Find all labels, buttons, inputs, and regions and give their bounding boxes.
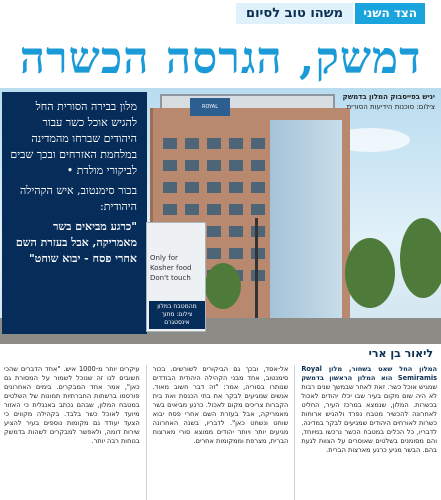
headline: דמשק, הגרסה הכשרה bbox=[19, 33, 422, 84]
window bbox=[251, 182, 265, 193]
window bbox=[163, 160, 177, 171]
street-lamp bbox=[255, 218, 258, 318]
pull-quote-text: "כרגע מביאים בשר מאמריקה, אבל בעזרת השם אחרי פסח - יבוא שוחט" bbox=[15, 220, 137, 265]
article-text: שמגיש אוכל כשר. זאת לאחר שבמשך שנים רבות לא היה שום מקום בעיר שבו יכלו יהודים לאכול בכשרות. המלון, שנמצא במרכז העיר, החליט לאחרונה להכשיר מטבח נפרד ולהגיש ארוחות כשרות לאורחים היהודים שמגיעים לבקר במדינה. לדבריו, כל הכלים במטבח הכשר נרכשו במיוחד, והם מסומנים בשלטים שאוסרים על הצוות לגעת בהם. הבשר מגיע כרגע מארצות הברית. bbox=[301, 383, 437, 454]
article-lead: המלון החל שאט בשחור, מלון Royal Semiramis הוא המלון הראשון בדמשק bbox=[301, 365, 437, 382]
window bbox=[251, 248, 265, 259]
window bbox=[251, 160, 265, 171]
window bbox=[207, 226, 221, 237]
window bbox=[229, 204, 243, 215]
kosher-sign bbox=[150, 253, 204, 283]
window bbox=[163, 182, 177, 193]
sign-line: Don't touch bbox=[150, 274, 191, 282]
column-divider bbox=[146, 365, 147, 500]
window bbox=[229, 138, 243, 149]
kicker-label: משהו טוב לסיום bbox=[236, 3, 353, 24]
sign-caption-credit: צילום: מתוך אינסטגרם bbox=[161, 311, 193, 326]
window bbox=[251, 226, 265, 237]
glass-facade bbox=[270, 120, 342, 344]
window bbox=[207, 160, 221, 171]
photo-caption bbox=[289, 92, 435, 112]
window bbox=[229, 248, 243, 259]
kosher-sign-photo bbox=[146, 222, 206, 332]
pull-quote-box bbox=[2, 92, 147, 334]
window bbox=[185, 160, 199, 171]
tree bbox=[345, 238, 395, 308]
byline: ליאור בן ארי bbox=[368, 347, 433, 360]
window bbox=[185, 138, 199, 149]
pull-quote-attribution: בכור סימנטוב, איש הקהילה היהודית: bbox=[19, 184, 137, 213]
window bbox=[229, 182, 243, 193]
window bbox=[185, 204, 199, 215]
article-text: אל-אסד, ובכך גם הביקורים לשורשים. בכור סימנטוב, אחד מבני הקהילה היהודית הבודדים שנותרו בסוריה, אמר: "זה דבר חשוב מאוד. אנשים שמגיעים לבקר את בתי הכנסת ואת בית הקברות צריכים מקום לאכול. כרגע מביאים בשר מאמריקה, אבל בעזרת השם אחרי פסח יבוא שוחט ונשחט כאן". לדבריו, בשנה האחרונה מגיעים יותר ויותר יהודים ממוצא סורי מארצות הברית, מצרפת וממקומות אחרים. bbox=[152, 365, 289, 445]
tree bbox=[205, 263, 241, 309]
sign-caption-title: מהמטבח במלון bbox=[157, 303, 197, 310]
article-column-3 bbox=[4, 365, 140, 500]
article-text: עיקרים יותר מ-1000 איש. "אחד הדברים שהכי חשובים לנו זה שנוכל לשמור על המסורת גם כאן", אמר אחד המבקרים. בימים האחרונים פורסמו ברשתות החברתיות תמונות של השלטים במטבח המלון, שבהם נכתב באנגלית כי האזור מיועד לאוכל כשר בלבד. בקהילה מקווים כי הצעד יעודד גם מקומות נוספים בעיר להציע שירות דומה, ולאפשר למבקרים לשהות בדמשק בנוחות רבה יותר. bbox=[3, 365, 140, 445]
photo-caption-title: יניש בפייסבוק המלון בדמשק bbox=[342, 93, 435, 101]
window bbox=[251, 138, 265, 149]
window bbox=[207, 182, 221, 193]
article-column-2 bbox=[153, 365, 289, 500]
window bbox=[163, 204, 177, 215]
window bbox=[185, 182, 199, 193]
section-tag: הצד השני bbox=[355, 3, 425, 24]
sign-line: Only for bbox=[150, 254, 178, 262]
sign-line: Kosher food bbox=[150, 264, 192, 272]
window bbox=[207, 138, 221, 149]
top-bar bbox=[0, 0, 441, 27]
column-divider bbox=[294, 365, 295, 500]
window bbox=[251, 204, 265, 215]
article-body bbox=[4, 365, 437, 500]
window bbox=[207, 204, 221, 215]
sign-photo-caption bbox=[149, 301, 205, 329]
pull-quote-summary: מלון בבירה הסורית החל להגיש אוכל כשר עבור היהודים שברחו מהמדינה במלחמת האזרחים ובכך שבים לביקורי מולדת • bbox=[10, 100, 137, 177]
article-column-1 bbox=[301, 365, 437, 500]
photo-credit: צילום: סוכנות הידיעות הסורית bbox=[346, 103, 435, 111]
window bbox=[229, 226, 243, 237]
hotel-logo-sign: ROYAL bbox=[190, 98, 230, 116]
window bbox=[207, 248, 221, 259]
tree bbox=[400, 218, 441, 298]
window bbox=[163, 138, 177, 149]
window bbox=[251, 270, 265, 281]
window bbox=[229, 160, 243, 171]
